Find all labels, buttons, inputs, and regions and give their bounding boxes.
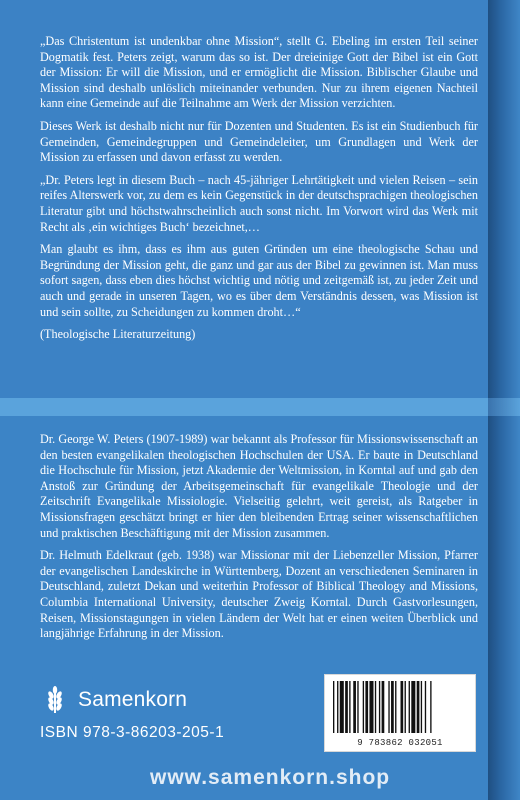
publisher-logo xyxy=(40,685,187,715)
barcode-digits: 9 783862 032051 xyxy=(357,738,443,748)
spine-divider-band xyxy=(488,398,520,416)
barcode xyxy=(324,674,476,752)
author-bio-peters: Dr. George W. Peters (1907-1989) war bekannt als Professor für Missionswissenschaft an den besten evangelikalen theologischen Hochschulen der USA. Er baute in Deutschland die Hochschule für Mission, jetzt Akademie der Weltmission, in Korntal auf und gab den Anstoß zur Gründung der Arbeitsgemeinschaft für evangelikale Theologie und der Zeitschrift Evangelikale Missiologie. Vielseitig gelehrt, weit gereist, als Ratgeber in Missionsfragen geschätzt bringt er hier den bleibenden Ertrag seiner wissenschaftlichen und praktischen Beschäftigung mit der Mission zusammen. xyxy=(40,432,478,540)
review-paragraph: „Das Christentum ist undenkbar ohne Mission“, stellt G. Ebeling im ersten Teil seiner Dogmatik fest. Peters zeigt, warum das so ist. Der dreieinige Gott der Bibel ist ein Gott der Mission: Er will die Mission, und er ermöglicht die Mission. Biblischer Glaube und Mission sind deshalb unlöslich miteinander verbunden. Nur zu ihrem eigenen Nachteil kann eine Gemeinde auf die Teilnahme am Werk der Mission verzichten. xyxy=(40,34,478,111)
cover-divider-band xyxy=(0,398,488,416)
author-bio-section xyxy=(40,432,478,649)
website-watermark: www.samenkorn.shop xyxy=(150,766,391,789)
review-source: (Theologische Literaturzeitung) xyxy=(40,327,196,342)
review-paragraph: Man glaubt es ihm, dass es ihm aus guten Gründen um eine theologische Schau und Begründung der Mission geht, die ganz und gar aus der Bibel zu gewinnen ist. Man muss sofort sagen, dass eben dies höchst wichtig und nötig und zeitgemäß ist, zu jeder Zeit und auch und gerade in unseren Tagen, wo es über dem Verständnis dessen, was Mission ist und sein sollte, zu Scheidungen zu kommen droht…“ xyxy=(40,242,478,319)
barcode-bars xyxy=(333,681,467,733)
author-bio-edelkraut: Dr. Helmuth Edelkraut (geb. 1938) war Missionar mit der Liebenzeller Mission, Pfarrer der evangelischen Landeskirche in Württemberg, Dozent an verschiedenen Seminaren in Deutschland, zuletzt Dekan und weiterhin Professor of Biblical Theology and Missions, Columbia International University, deutscher Zweig Korntal. Durch Gastvorlesungen, Reisen, Missionstagungen in vielen Ländern der Welt hat er einen weiten Überblick und langjährige Erfahrung in der Mission. xyxy=(40,548,478,641)
isbn-number: ISBN 978-3-86203-205-1 xyxy=(40,724,225,741)
review-paragraph: „Dr. Peters legt in diesem Buch – nach 45-jähriger Lehrtätigkeit und vielen Reisen – sein reifes Alterswerk vor, zu dem es kein Gegenstück in der deutschsprachigen theologischen Literatur gibt und höchstwahrscheinlich auch sonst nicht. Im Vorwort wird das Werk mit Recht als ‚ein wichtiges Buch‘ bezeichnet,… xyxy=(40,172,478,234)
review-paragraph: Dieses Werk ist deshalb nicht nur für Dozenten und Studenten. Es ist ein Studienbuch für Gemeinden, Gemeindegruppen und Gemeindeleiter, um Grundlagen und Werk der Mission zu erfassen und davon erfasst zu werden. xyxy=(40,118,478,165)
wheat-icon xyxy=(40,685,70,715)
publisher-name: Samenkorn xyxy=(78,688,188,711)
review-section xyxy=(40,34,478,350)
